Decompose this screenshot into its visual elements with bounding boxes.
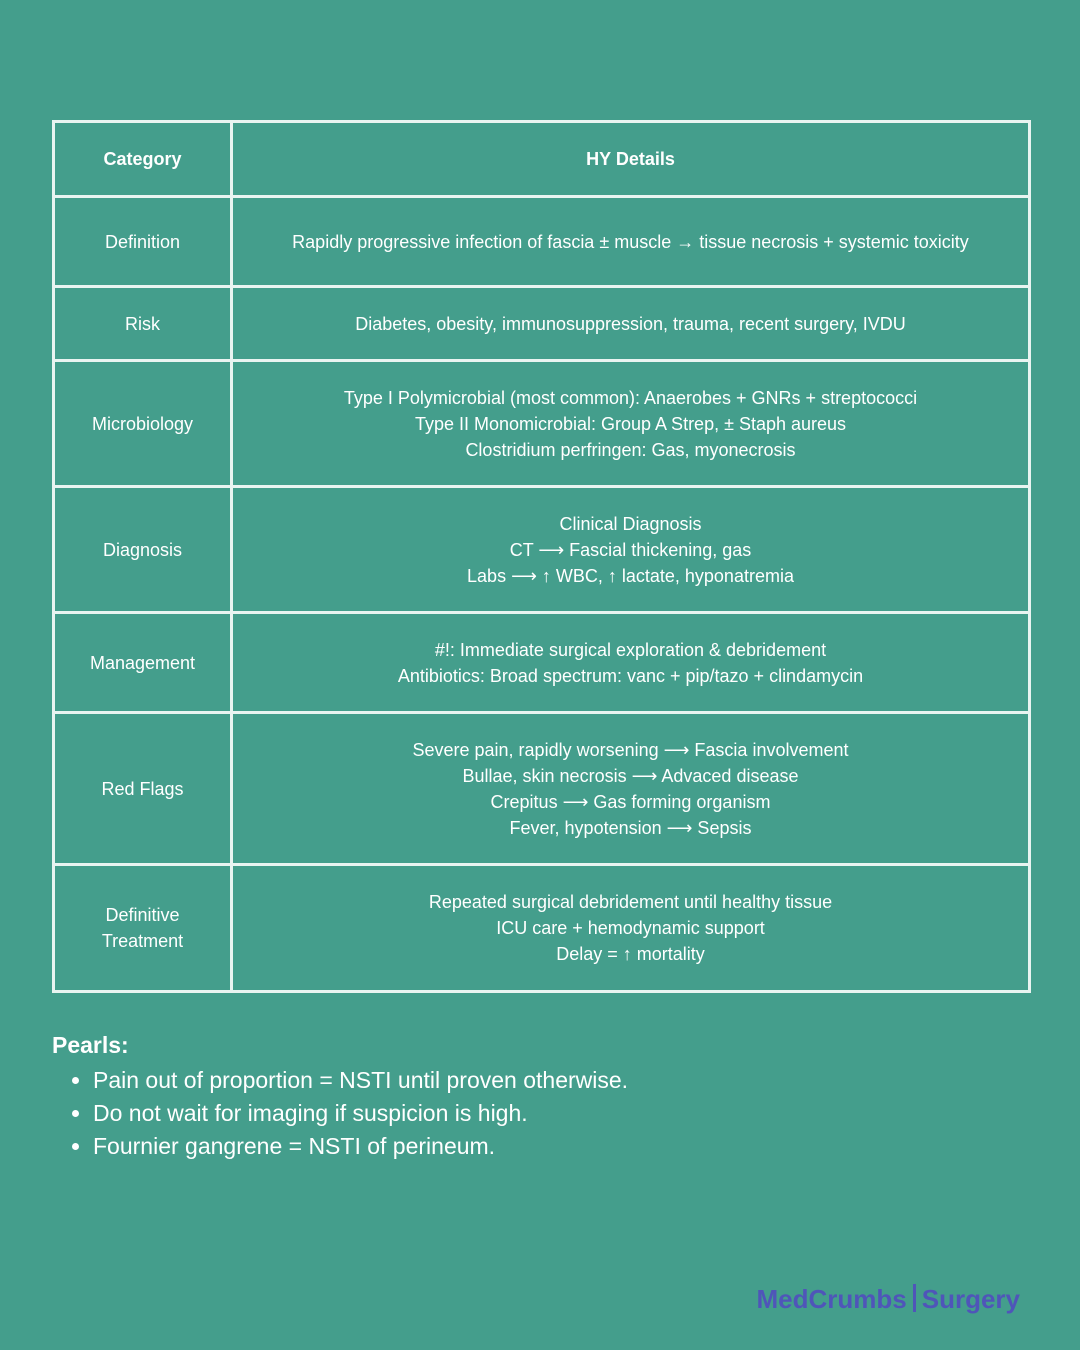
detail-line: Bullae, skin necrosis ⟶ Advaced disease — [462, 765, 799, 786]
brand-footer — [756, 1282, 1020, 1316]
header-hy-details: HY Details — [232, 122, 1030, 197]
row-category — [54, 487, 232, 613]
category-line: Microbiology — [91, 413, 194, 434]
header-category: Category — [54, 122, 232, 197]
row-category — [54, 865, 232, 992]
detail-line: Fever, hypotension ⟶ Sepsis — [509, 817, 752, 838]
row-details — [232, 197, 1030, 287]
row-details — [232, 713, 1030, 865]
category-line: Red Flags — [101, 778, 184, 799]
brand-divider — [913, 1284, 916, 1312]
row-details — [232, 865, 1030, 992]
pearls-list — [52, 1064, 1012, 1163]
detail-line: Diabetes, obesity, immunosuppression, trauma, recent surgery, IVDU — [355, 313, 906, 334]
row-category — [54, 361, 232, 487]
detail-line: Crepitus ⟶ Gas forming organism — [490, 791, 771, 812]
row-details — [232, 613, 1030, 713]
category-line: Treatment — [101, 931, 184, 951]
row-category — [54, 713, 232, 865]
category-line: Definition — [104, 231, 181, 252]
table-row — [54, 197, 1030, 287]
detail-line: #!: Immediate surgical exploration & debridement — [434, 639, 827, 660]
table-header-row — [54, 122, 1030, 197]
detail-line: Delay = ↑ mortality — [556, 944, 705, 964]
detail-line: CT ⟶ Fascial thickening, gas — [509, 539, 752, 560]
detail-line: ICU care + hemodynamic support — [496, 918, 765, 938]
detail-line: Severe pain, rapidly worsening ⟶ Fascia involvement — [412, 739, 849, 760]
row-category — [54, 613, 232, 713]
table-row — [54, 487, 1030, 613]
table-row — [54, 361, 1030, 487]
table-row — [54, 287, 1030, 361]
hy-table — [52, 120, 1031, 993]
detail-line: Clostridium perfringen: Gas, myonecrosis — [465, 439, 796, 460]
table-row — [54, 613, 1030, 713]
detail-line: Labs ⟶ ↑ WBC, ↑ lactate, hyponatremia — [467, 565, 794, 586]
pearls-section — [52, 1030, 1012, 1163]
detail-line: Clinical Diagnosis — [559, 513, 702, 534]
row-category — [54, 197, 232, 287]
detail-line: Rapidly progressive infection of fascia ± muscle → tissue necrosis + systemic toxicity — [292, 231, 969, 252]
pearls-title: Pearls: — [52, 1032, 129, 1058]
category-line: Risk — [125, 313, 160, 334]
row-details — [232, 287, 1030, 361]
row-details — [232, 361, 1030, 487]
category-line: Management — [89, 652, 196, 673]
hy-table-container — [52, 120, 1028, 993]
row-details — [232, 487, 1030, 613]
list-item: • Fournier gangrene = NSTI of perineum. — [93, 1130, 1012, 1163]
list-item: • Pain out of proportion = NSTI until proven otherwise. — [93, 1064, 1012, 1097]
category-line: Diagnosis — [102, 539, 183, 560]
detail-line: Type I Polymicrobial (most common): Anaerobes + GNRs + streptococci — [343, 387, 918, 408]
row-category — [54, 287, 232, 361]
detail-line: Type II Monomicrobial: Group A Strep, ± Staph aureus — [414, 413, 847, 434]
brand-name: MedCrumbs — [756, 1284, 907, 1314]
detail-line: Antibiotics: Broad spectrum: vanc + pip/tazo + clindamycin — [397, 665, 864, 686]
table-row — [54, 713, 1030, 865]
table-row — [54, 865, 1030, 992]
detail-line: Repeated surgical debridement until healthy tissue — [428, 892, 833, 912]
category-line: Definitive — [105, 905, 180, 925]
list-item: • Do not wait for imaging if suspicion is high. — [93, 1097, 1012, 1130]
brand-section: Surgery — [921, 1284, 1020, 1314]
